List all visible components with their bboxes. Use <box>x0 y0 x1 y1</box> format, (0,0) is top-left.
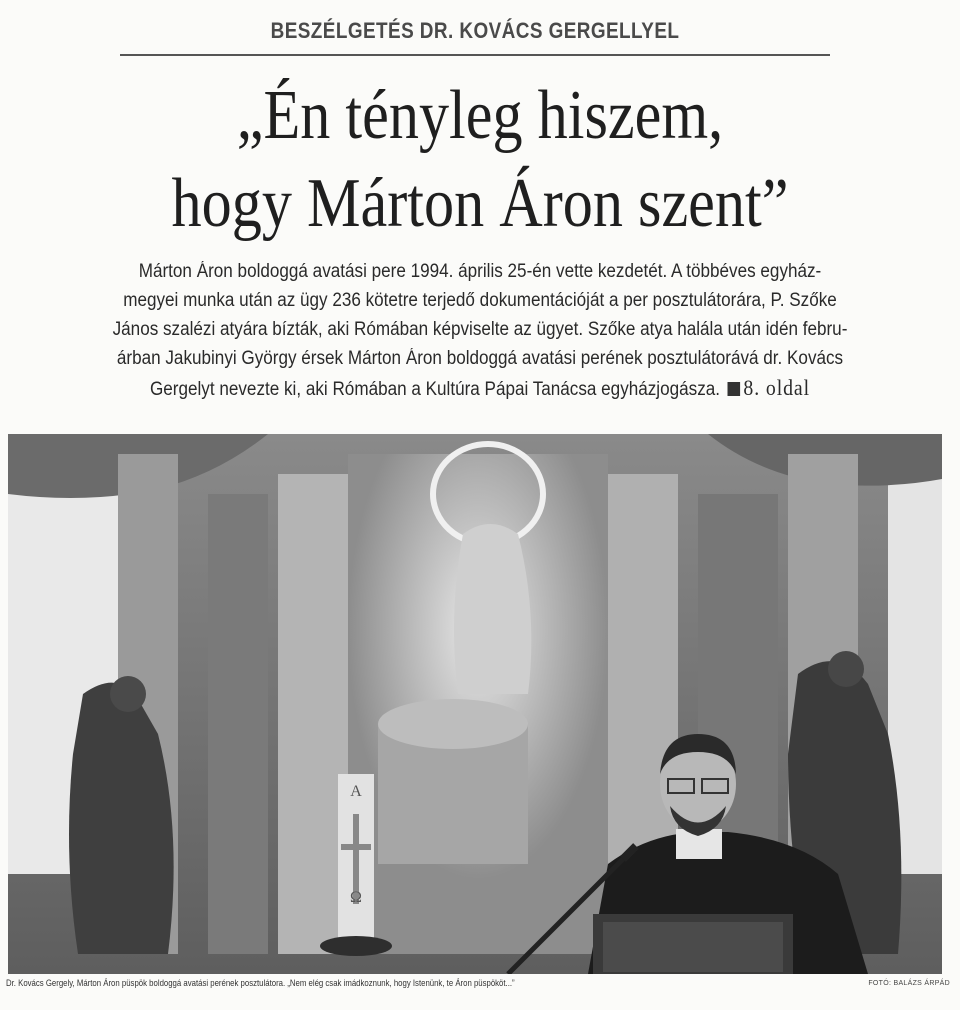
lead-line: megyei munka után az ügy 236 kötetre terjedő dokumentációját a per posztulátorára, P. Szőke <box>123 290 837 311</box>
page-reference-icon <box>727 382 740 396</box>
headline <box>102 72 859 248</box>
lead-line-last <box>48 373 912 404</box>
kicker-rule <box>120 54 830 56</box>
lead-line: Márton Áron boldoggá avatási pere 1994. április 25-én vette kezdetét. A többéves egyház- <box>138 261 822 282</box>
page-reference[interactable]: 8. oldal <box>743 375 811 400</box>
kicker: BESZÉLGETÉS DR. KOVÁCS GERGELLYEL <box>270 18 680 43</box>
photo-credit: FOTÓ: BALÁZS ÁRPÁD <box>868 980 950 987</box>
lead-line: árban Jakubinyi György érsek Márton Áron boldoggá avatási perének posztulátorává dr. Kovács <box>116 348 844 369</box>
lead-last-text: Gergelyt nevezte ki, aki Rómában a Kultúra Pápai Tanácsa egyházjogásza. <box>149 379 721 400</box>
church-interior-photo <box>8 434 942 974</box>
candle-alpha: A <box>350 783 362 800</box>
headline-line-2: hogy Márton Áron szent” <box>171 165 789 242</box>
candle-omega: Ω <box>350 889 362 906</box>
lead-paragraph <box>0 257 960 404</box>
article-photo <box>8 434 942 974</box>
headline-line-1: „Én tényleg hiszem, <box>236 77 724 154</box>
photo-caption: Dr. Kovács Gergely, Márton Áron püspök boldoggá avatási perének posztulátora. „Nem elég csak imádkoznunk, hogy Istenünk, te Áron püspököt...” <box>6 978 515 989</box>
lead-line: János szalézi atyára bízták, aki Rómában képviselte az ügyet. Szőke atya halála után idén febru- <box>112 319 848 340</box>
